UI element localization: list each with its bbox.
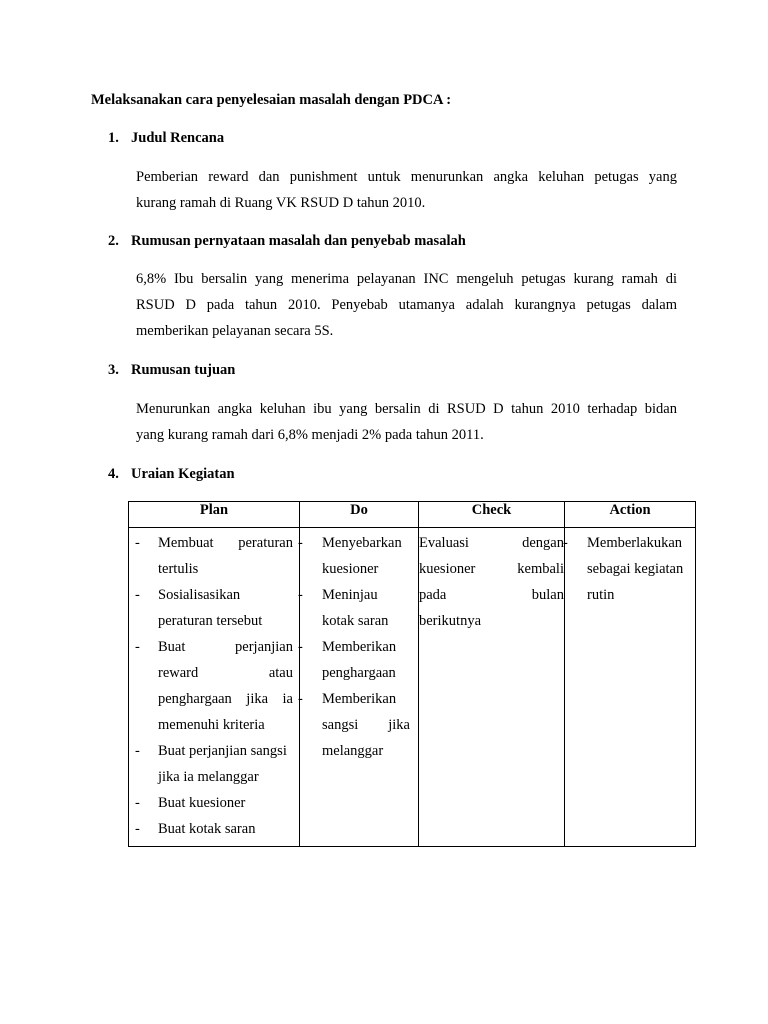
plan-item-line: Buat perjanjian sangsi <box>158 743 287 759</box>
plan-item-dash: - <box>135 587 140 603</box>
plan-item-line: Buat perjanjian <box>158 639 293 655</box>
do-item <box>300 634 418 686</box>
plan-item-dash: - <box>135 743 140 759</box>
pdca-body-row <box>129 528 696 847</box>
do-cell <box>300 528 419 847</box>
do-item <box>300 530 418 582</box>
plan-cell <box>129 528 300 847</box>
do-item <box>300 686 418 764</box>
section-1-number: 1. <box>108 130 119 146</box>
plan-item-line: memenuhi kriteria <box>158 717 265 733</box>
section-3-title: Rumusan tujuan <box>131 362 236 378</box>
plan-item-line: penghargaan jika ia <box>158 691 293 707</box>
do-item-dash: - <box>298 691 303 707</box>
do-item-line: Memberikan <box>322 691 397 707</box>
section-3-line-1: Menurunkan angka keluhan ibu yang bersalin di RSUD D tahun 2010 terhadap bidan <box>136 401 677 417</box>
section-2-line-1: 6,8% Ibu bersalin yang menerima pelayanan INC mengeluh petugas kurang ramah di <box>136 271 677 287</box>
pdca-header-row <box>129 502 696 528</box>
action-item-line: Memberlakukan <box>587 535 683 551</box>
do-item-dash: - <box>298 639 303 655</box>
section-1-line-1: Pemberian reward dan punishment untuk menurunkan angka keluhan petugas yang <box>136 169 677 185</box>
plan-item-line: Membuat peraturan <box>158 535 293 551</box>
plan-item-line: jika ia melanggar <box>158 769 259 785</box>
plan-item-line: peraturan tersebut <box>158 613 263 629</box>
section-2-line-2: RSUD D pada tahun 2010. Penyebab utamanya adalah kurangnya petugas dalam <box>136 297 677 313</box>
check-line: kuesioner kembali <box>419 561 564 577</box>
plan-item-line: tertulis <box>158 561 199 577</box>
plan-item-line: Buat kotak saran <box>158 821 256 837</box>
section-3-paragraph <box>136 396 677 448</box>
plan-item-dash: - <box>135 639 140 655</box>
do-item-line: melanggar <box>322 743 384 759</box>
page-heading: Melaksanakan cara penyelesaian masalah dengan PDCA : <box>91 92 452 108</box>
section-1-paragraph <box>136 164 677 216</box>
do-item-line: Memberikan <box>322 639 397 655</box>
do-item-line: Meninjau <box>322 587 378 603</box>
do-item <box>300 582 418 634</box>
section-3-number: 3. <box>108 362 119 378</box>
section-1-line-2: kurang ramah di Ruang VK RSUD D tahun 2010. <box>136 195 426 211</box>
check-line: berikutnya <box>419 613 482 629</box>
plan-item <box>129 738 299 790</box>
section-4-title: Uraian Kegiatan <box>131 466 235 482</box>
section-3-line-2: yang kurang ramah dari 6,8% menjadi 2% pada tahun 2011. <box>136 427 484 443</box>
header-action: Action <box>565 502 696 528</box>
header-plan: Plan <box>129 502 300 528</box>
plan-item <box>129 790 299 816</box>
plan-item <box>129 582 299 634</box>
do-item-dash: - <box>298 587 303 603</box>
plan-item-dash: - <box>135 821 140 837</box>
do-item-line: kuesioner <box>322 561 379 577</box>
do-item-dash: - <box>298 535 303 551</box>
plan-item-line: Buat kuesioner <box>158 795 246 811</box>
do-item-line: Menyebarkan <box>322 535 402 551</box>
check-line: pada bulan <box>419 587 564 603</box>
action-item-line: sebagai kegiatan <box>587 561 684 577</box>
header-check: Check <box>419 502 565 528</box>
do-item-line: penghargaan <box>322 665 396 681</box>
section-1-title: Judul Rencana <box>131 130 225 146</box>
header-do: Do <box>300 502 419 528</box>
action-cell <box>565 528 696 847</box>
check-line: Evaluasi dengan <box>419 535 564 551</box>
section-4-number: 4. <box>108 466 119 482</box>
action-item-line: rutin <box>587 587 615 603</box>
plan-item-line: Sosialisasikan <box>158 587 241 603</box>
do-item-line: kotak saran <box>322 613 389 629</box>
plan-item-dash: - <box>135 795 140 811</box>
section-2-number: 2. <box>108 233 119 249</box>
plan-item <box>129 530 299 582</box>
section-2-line-3: memberikan pelayanan secara 5S. <box>136 323 334 339</box>
action-item-dash: - <box>563 535 568 551</box>
plan-item-dash: - <box>135 535 140 551</box>
pdca-table <box>128 501 696 847</box>
section-2-paragraph <box>136 266 677 344</box>
plan-item-line: reward atau <box>158 665 293 681</box>
do-item-line: sangsi jika <box>322 717 410 733</box>
plan-item <box>129 816 299 842</box>
action-item <box>565 530 695 608</box>
plan-item <box>129 634 299 738</box>
section-2-title: Rumusan pernyataan masalah dan penyebab masalah <box>131 233 466 249</box>
check-cell <box>419 528 565 847</box>
